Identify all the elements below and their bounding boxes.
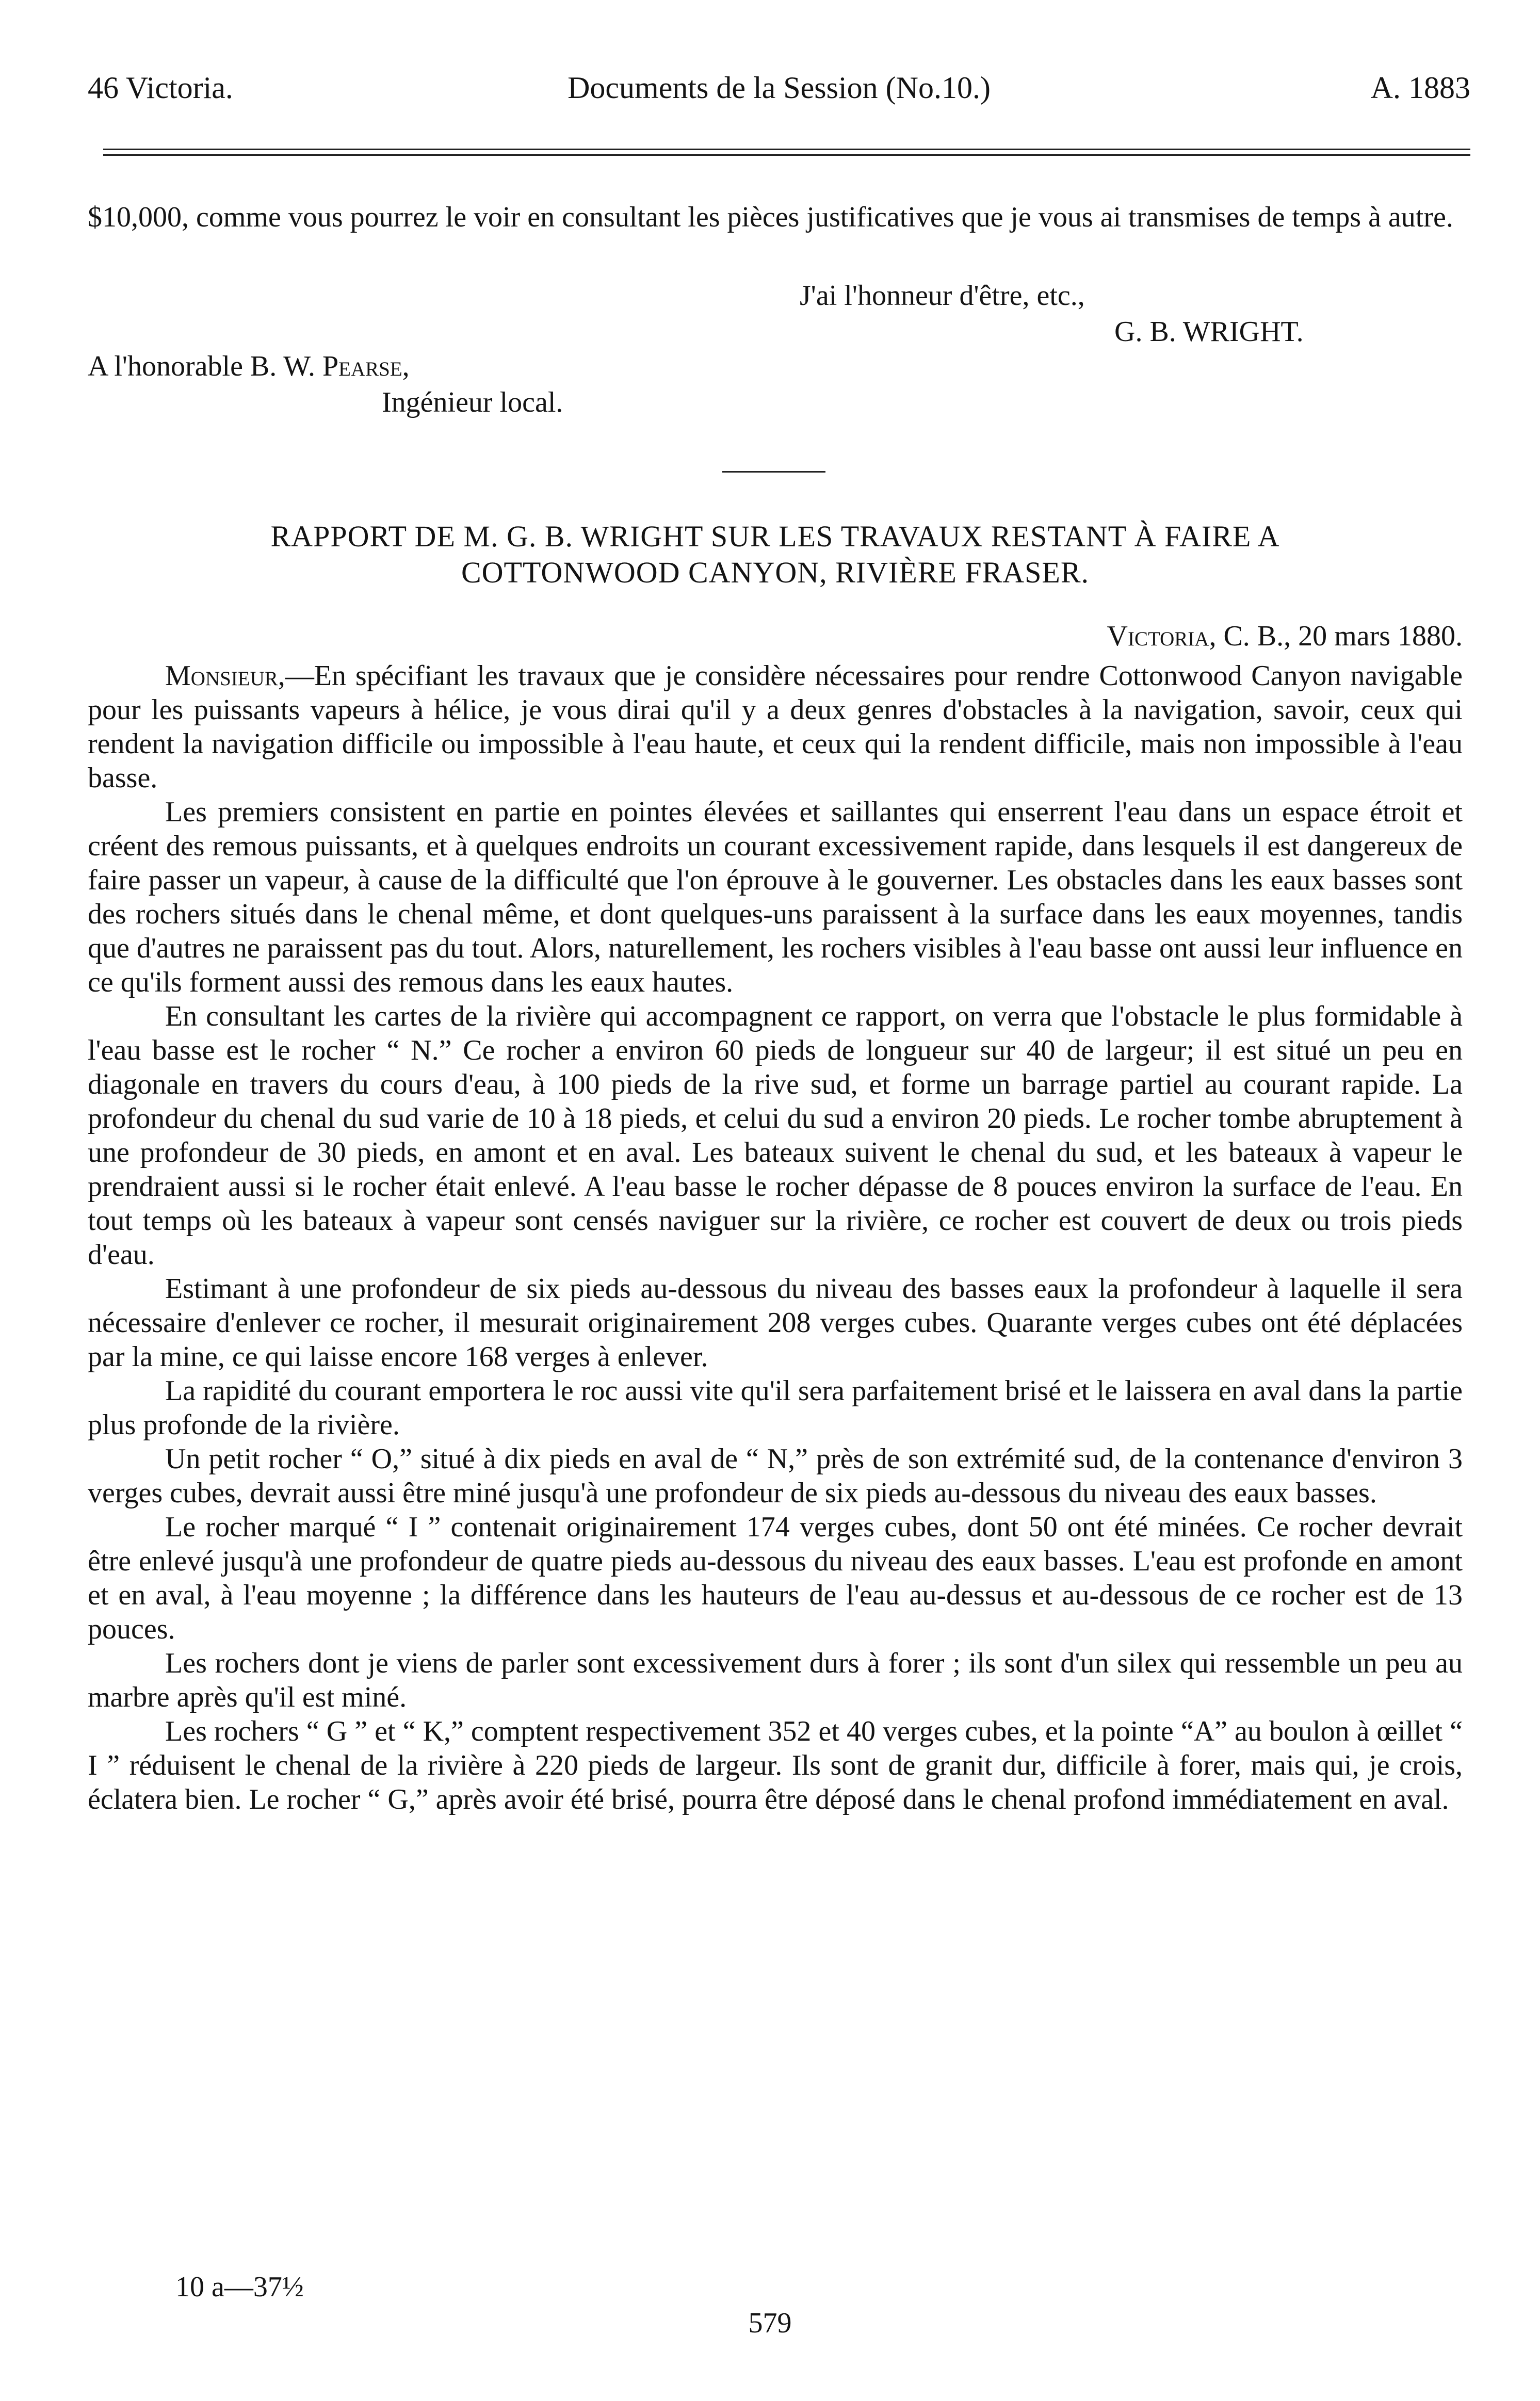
closing-salutation: J'ai l'honneur d'être, etc., [800,280,1085,312]
report-title-line-1: RAPPORT DE M. G. B. WRIGHT SUR LES TRAVAUX RESTANT À FAIRE A [270,520,1280,553]
paragraph-4: Estimant à une profondeur de six pieds au-dessous du niveau des basses eaux la profondeur à laquelle il sera nécessaire d'enlever ce rocher, il mesurait originairement 208 verges cubes. Quarante verges cubes ont été déplacées par la mine, ce qui laisse encore 168 verges à enlever. [88,1273,1463,1373]
report-body [88,659,1463,1816]
addressee-line [88,349,410,383]
paragraph-9: Les rochers “ G ” et “ K,” comptent respectivement 352 et 40 verges cubes, et la pointe “A” au boulon à œillet “ I ” réduisent le chenal de la rivière à 220 pieds de largeur. Ils sont de granit dur, difficile à forer, mais qui, je crois, éclatera bien. Le rocher “ G,” après avoir été brisé, pourra être déposé dans le chenal profond immédiatement en aval. [88,1715,1463,1815]
header-double-rule [103,149,1470,156]
salutation-monsieur: Monsieur, [165,660,285,692]
paragraph-6: Un petit rocher “ O,” situé à dix pieds en aval de “ N,” près de son extrémité sud, de la contenance d'environ 3 verges cubes, devrait aussi être miné jusqu'à une profondeur de six pieds au-dessous du niveau des eaux basses. [88,1443,1463,1509]
header-center: Documents de la Session (No.10.) [568,71,991,105]
header-left: 46 Victoria. [88,71,233,105]
header-right: A. 1883 [1370,71,1470,105]
dateline-place: Victoria [1107,620,1209,652]
signature-mark: 10 a—37½ [175,2271,304,2303]
addressee-title: Ingénieur local. [382,386,563,418]
addressee-prefix: A l'honorable B. W. [88,350,322,382]
section-divider [722,471,825,473]
paragraph-8: Les rochers dont je viens de parler sont excessivement durs à forer ; ils sont d'un silex qui ressemble un peu au marbre après qu'il est miné. [88,1647,1463,1713]
report-title-line-2: COTTONWOOD CANYON, RIVIÈRE FRASER. [461,556,1090,589]
paragraph-5: La rapidité du courant emportera le roc aussi vite qu'il sera parfaitement brisé et le laissera en aval dans la partie plus profonde de la rivière. [88,1375,1463,1441]
signature: G. B. WRIGHT. [1114,316,1304,348]
dateline [1107,619,1463,653]
intro-paragraph: $10,000, comme vous pourrez le voir en consultant les pièces justificatives que je vous ai transmises de temps à autre. [88,201,1453,233]
running-header [88,62,1470,113]
dateline-rest: , C. B., 20 mars 1880. [1209,620,1463,652]
report-title [88,518,1463,591]
paragraph-2: Les premiers consistent en partie en pointes élevées et saillantes qui enserrent l'eau dans un espace étroit et créent des remous puissants, et à quelques endroits un courant excessivement rapide, dans lesquels il est dangereux de faire passer un vapeur, à cause de la difficulté que l'on éprouve à le gouverner. Les obstacles dans les eaux basses sont des rochers situés dans le chenal même, et dont quelques-uns paraissent à la surface dans les eaux moyennes, tandis que d'autres ne paraissent pas du tout. Alors, naturellement, les rochers visibles à l'eau basse ont aussi leur influence en ce qu'ils forment aussi des remous dans les eaux hautes. [88,796,1463,998]
addressee-name: Pearse, [322,350,410,382]
paragraph-1-text: —En spécifiant les travaux que je considère nécessaires pour rendre Cottonwood Canyon navigable pour les puissants vapeurs à hélice, je vous dirai qu'il y a deux genres d'obstacles à la navigation, savoir, ceux qui rendent la navigation difficile ou impossible à l'eau haute, et ceux qui la rendent difficile, mais non impossible à l'eau basse. [88,660,1463,794]
paragraph-1 [88,659,1463,795]
page-number: 579 [748,2307,792,2339]
paragraph-3: En consultant les cartes de la rivière qui accompagnent ce rapport, on verra que l'obstacle le plus formidable à l'eau basse est le rocher “ N.” Ce rocher a environ 60 pieds de longueur sur 40 de largeur; il est situé un peu en diagonale en travers du cours d'eau, à 100 pieds de la rive sud, et forme un barrage partiel au courant rapide. La profondeur du chenal du sud varie de 10 à 18 pieds, et celui du sud a environ 20 pieds. Le rocher tombe abruptement à une profondeur de 30 pieds, en amont et en aval. Les bateaux suivent le chenal du sud, et les bateaux à vapeur le prendraient aussi si le rocher était enlevé. A l'eau basse le rocher dépasse de 8 pouces environ la surface de l'eau. En tout temps où les bateaux à vapeur sont censés naviguer sur la rivière, ce rocher est couvert de deux ou trois pieds d'eau. [88,1000,1463,1271]
paragraph-7: Le rocher marqué “ I ” contenait originairement 174 verges cubes, dont 50 ont été minées. Ce rocher devrait être enlevé jusqu'à une profondeur de quatre pieds au-dessous du niveau des eaux basses. L'eau est profonde en amont et en aval, à l'eau moyenne ; la différence dans les hauteurs de l'eau au-dessus et au-dessous de ce rocher est de 13 pouces. [88,1511,1463,1645]
